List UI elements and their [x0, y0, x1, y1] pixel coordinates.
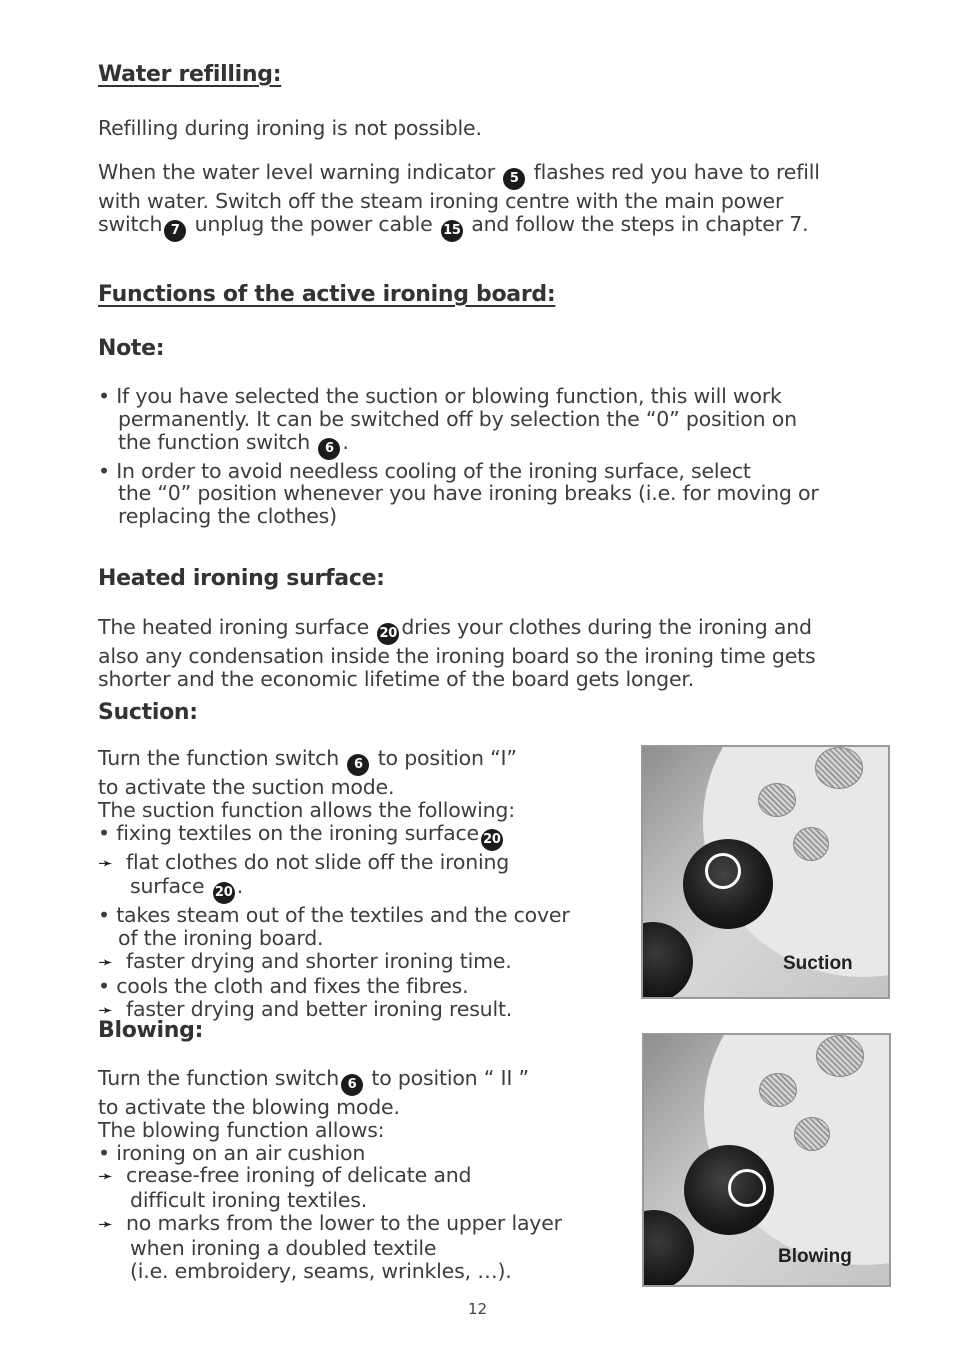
bullet-line: of the ironing board.: [118, 926, 324, 951]
arrow-icon: ➛: [98, 951, 113, 973]
vent-grille-icon: [794, 1117, 830, 1151]
note-bullets: [98, 385, 819, 528]
text-line: The heated ironing surface 20 dries your clothes during the ironing and: [98, 616, 815, 645]
text-line: to activate the blowing mode.: [98, 1095, 400, 1119]
vent-grille-icon: [758, 783, 796, 817]
vent-grille-icon: [759, 1073, 797, 1107]
arrow-icon: ➛: [98, 1166, 113, 1188]
bullet-line: replacing the clothes): [118, 504, 337, 529]
blowing-caption: Blowing: [778, 1246, 852, 1267]
arrow-line: ➛ crease-free ironing of delicate and: [98, 1163, 472, 1188]
text-line: shorter and the economic lifetime of the board gets longer.: [98, 666, 695, 691]
power-switch-knob: [642, 1210, 694, 1287]
bullet-line: permanently. It can be switched off by selection the “0” position on: [118, 406, 797, 431]
bullet-line: • cools the cloth and fixes the fibres.: [98, 973, 469, 998]
arrow-icon: ➛: [98, 1213, 113, 1235]
bullet-line: • fixing textiles on the ironing surface 20: [98, 822, 570, 851]
text-line: When the water level warning indicator 5 flashes red you have to refill: [98, 161, 820, 190]
bullet-line: • If you have selected the suction or blowing function, this will work: [98, 384, 782, 408]
arrow-line-cont: (i.e. embroidery, seams, wrinkles, …).: [130, 1258, 512, 1283]
arrow-line-cont: when ironing a doubled textile: [130, 1235, 437, 1260]
vent-grille-icon: [793, 827, 829, 861]
vent-grille-icon: [816, 1035, 864, 1077]
bullet-line: • In order to avoid needless cooling of the ironing surface, select: [98, 458, 751, 483]
callout-number: 20: [481, 829, 503, 851]
text-line: to activate the suction mode.: [98, 775, 395, 799]
page-number: 12: [468, 1300, 488, 1318]
callout-number: 6: [318, 438, 340, 460]
suction-switch-photo: [641, 745, 890, 999]
suction-caption: Suction: [783, 953, 853, 974]
highlight-circle-icon: [728, 1169, 766, 1207]
power-switch-knob: [641, 922, 693, 999]
heated-surface-paragraph: [98, 616, 815, 691]
arrow-line: ➛ flat clothes do not slide off the ironing: [98, 849, 510, 874]
callout-number: 6: [341, 1074, 363, 1096]
note-heading: Note:: [98, 336, 165, 361]
bullet-line: • ironing on an air cushion: [98, 1140, 366, 1165]
callout-number: 15: [441, 220, 463, 242]
bullet-line: the function switch 6 .: [98, 431, 819, 460]
bullet-line: • takes steam out of the textiles and the cover: [98, 903, 570, 928]
suction-heading: Suction:: [98, 700, 198, 725]
water-refilling-paragraph-2: [98, 161, 820, 242]
text-line: with water. Switch off the steam ironing centre with the main power: [98, 189, 784, 213]
text-line: Turn the function switch 6 to position “I”: [98, 747, 570, 776]
arrow-line-cont: surface 20 .: [98, 875, 570, 904]
blowing-heading: Blowing:: [98, 1018, 204, 1043]
callout-number: 6: [347, 754, 369, 776]
text-line: switch 7 unplug the power cable 15 and follow the steps in chapter 7.: [98, 213, 820, 242]
callout-number: 20: [213, 882, 235, 904]
arrow-icon: ➛: [98, 852, 113, 874]
water-refilling-paragraph-1: Refilling during ironing is not possible.: [98, 116, 482, 140]
callout-number: 7: [164, 220, 186, 242]
arrow-line: ➛ faster drying and better ironing result.: [98, 996, 513, 1021]
blowing-text: [98, 1067, 562, 1282]
bullet-line: the “0” position whenever you have ironing breaks (i.e. for moving or: [118, 481, 819, 506]
arrow-line: ➛ no marks from the lower to the upper layer: [98, 1210, 562, 1235]
text-line: The blowing function allows:: [98, 1117, 385, 1142]
text-line: also any condensation inside the ironing board so the ironing time gets: [98, 644, 816, 668]
arrow-line-cont: difficult ironing textiles.: [130, 1188, 368, 1213]
water-refilling-heading: Water refilling:: [98, 62, 282, 87]
suction-text: [98, 747, 570, 1022]
text-line: Turn the function switch 6 to position “ II ”: [98, 1067, 562, 1096]
arrow-line: ➛ faster drying and shorter ironing time.: [98, 948, 512, 973]
callout-number: 20: [377, 623, 399, 645]
callout-number: 5: [503, 168, 525, 190]
blowing-switch-photo: [642, 1033, 891, 1287]
vent-grille-icon: [815, 747, 863, 789]
highlight-circle-icon: [705, 853, 741, 889]
functions-heading: Functions of the active ironing board:: [98, 282, 556, 307]
text-line: The suction function allows the following:: [98, 797, 515, 822]
arrow-icon: ➛: [98, 999, 113, 1021]
heated-surface-heading: Heated ironing surface:: [98, 566, 385, 591]
